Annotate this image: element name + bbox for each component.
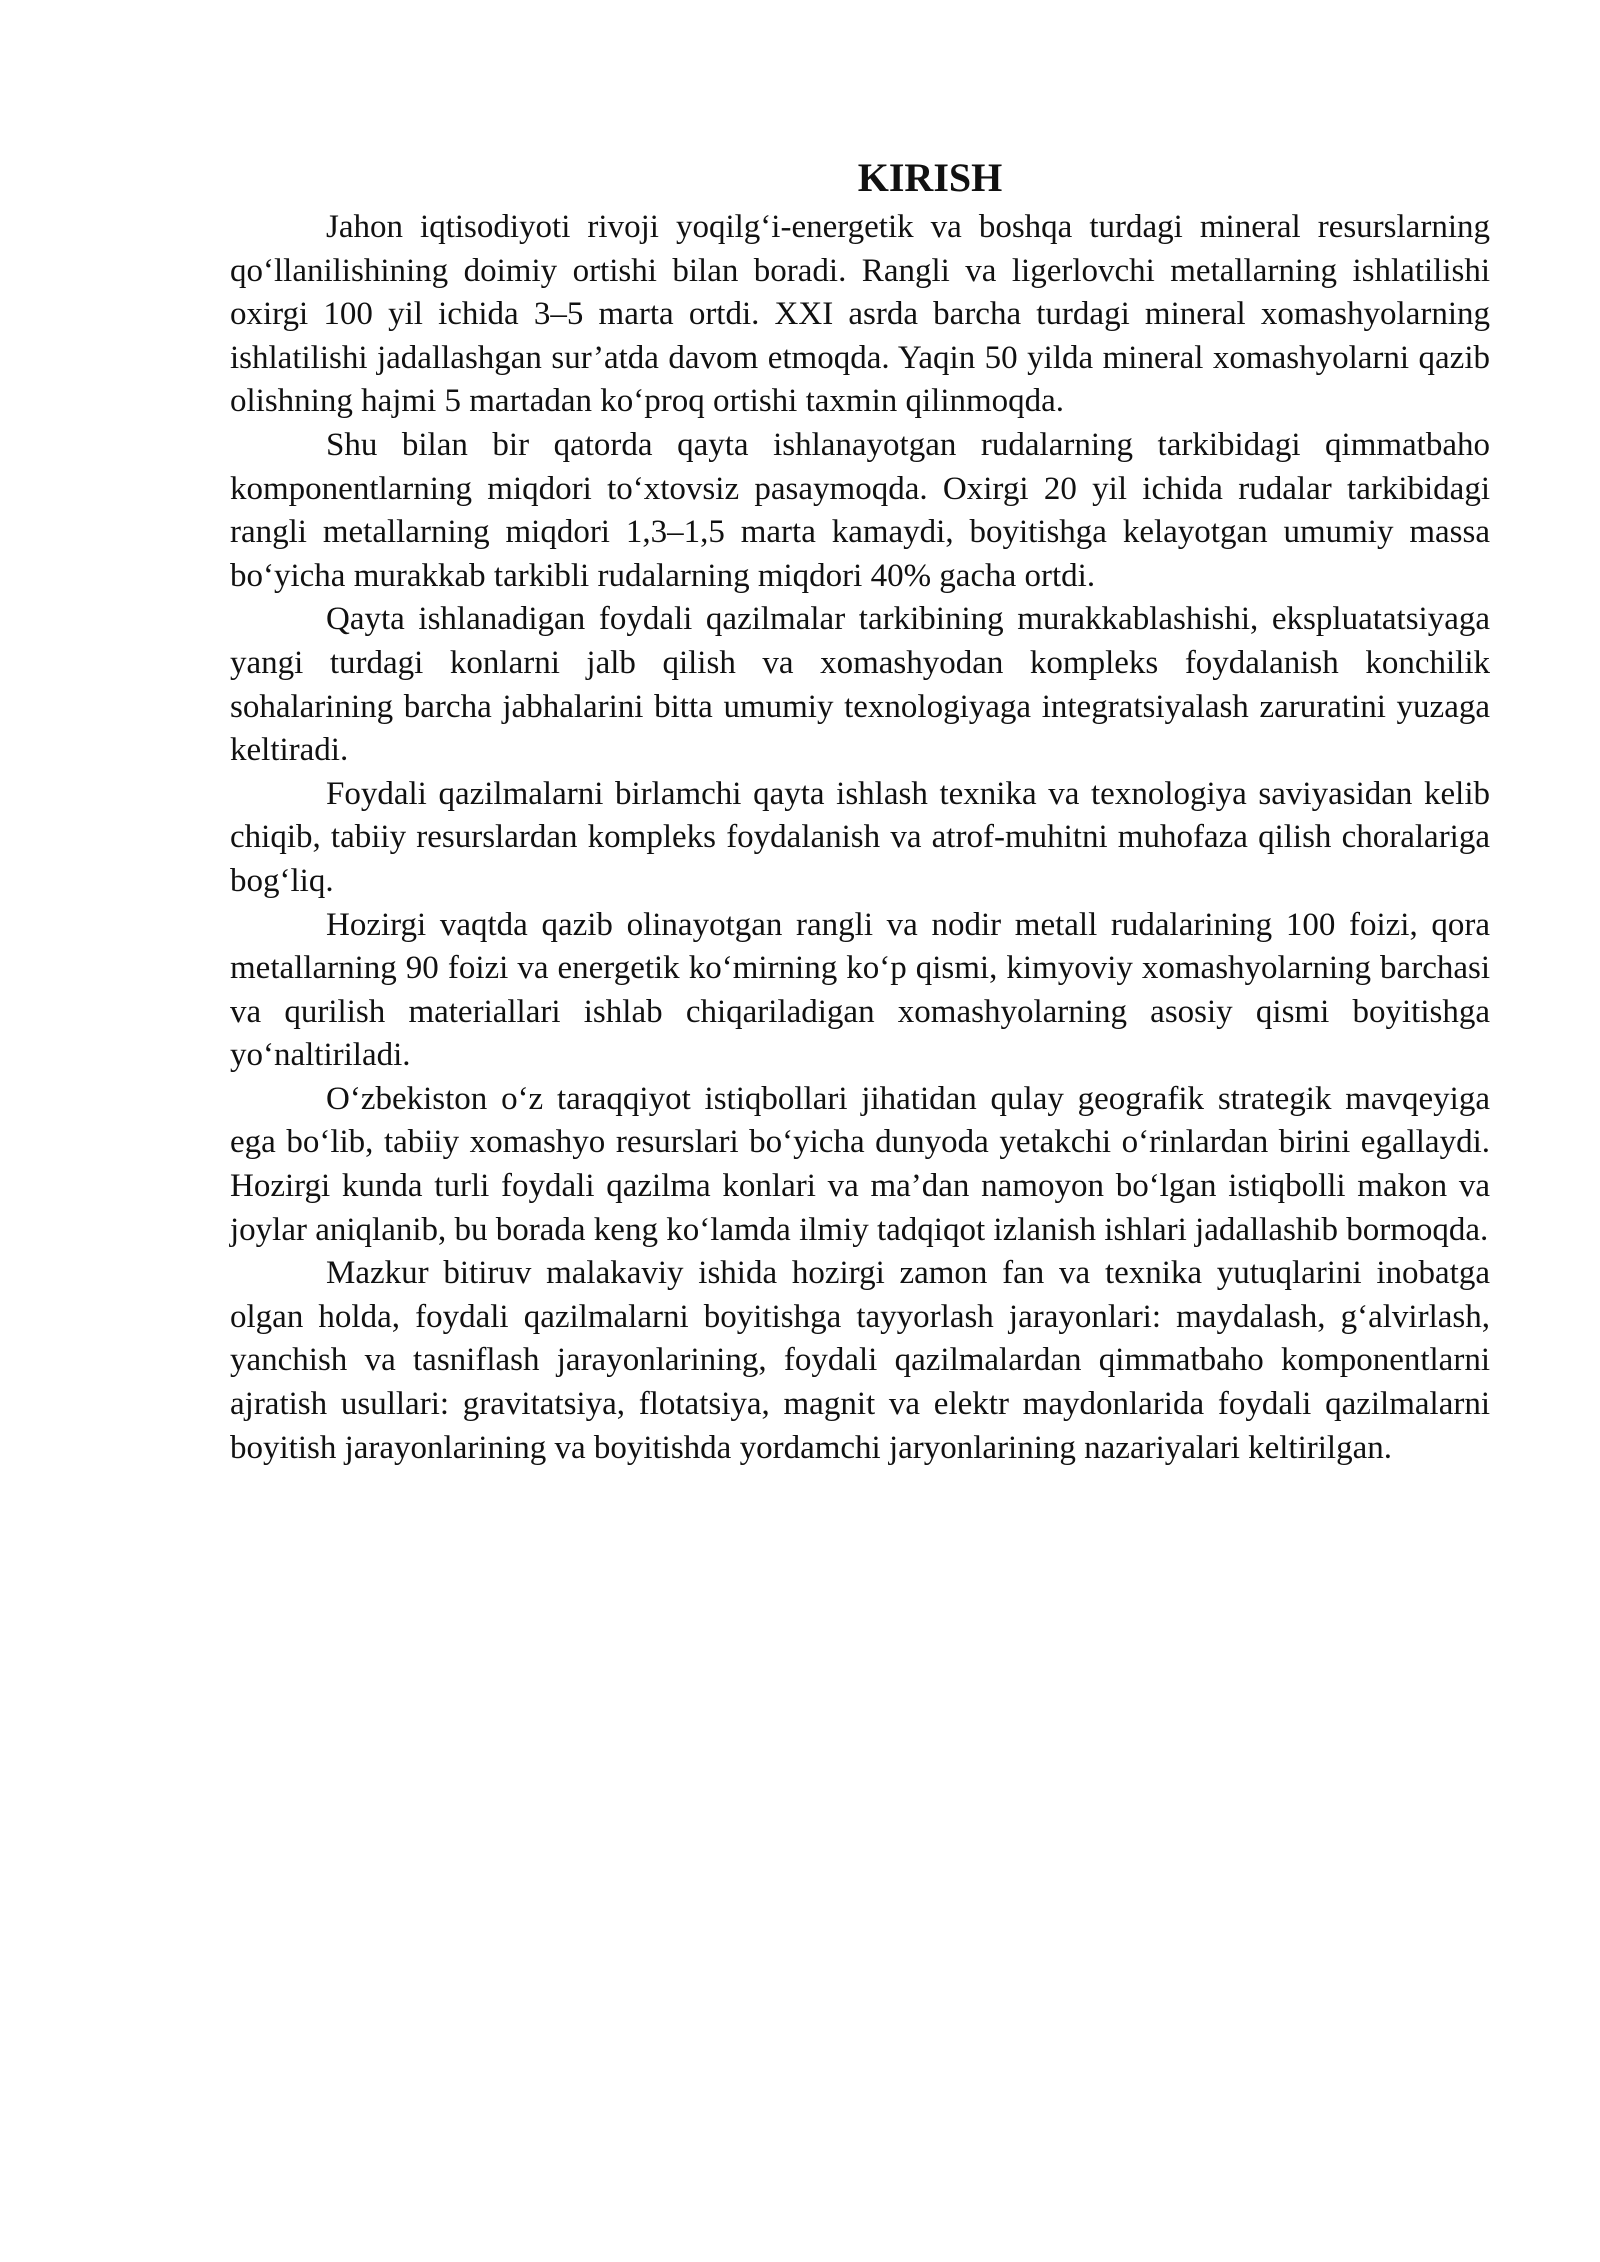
paragraph-1: Jahon iqtisodiyoti rivoji yoqilg‘i-energetik va boshqa turdagi mineral resurslarning qo‘llanilishining doimiy ortishi bilan boradi. Rangli va ligerlovchi metallarning ishlatilishi oxirgi 100 yil ichida 3–5 marta ortdi. XXI asrda barcha turdagi mineral xomashyolarning ishlatilishi jadallashgan sur’atda davom etmoqda. Yaqin 50 yilda mineral xomashyolarni qazib olishning hajmi 5 martadan ko‘proq ortishi taxmin qilinmoqda. [230,209,1490,420]
paragraph-4: Foydali qazilmalarni birlamchi qayta ishlash texnika va texnologiya saviyasidan kelib chiqib, tabiiy resurslardan kompleks foydalanish va atrof-muhitni muhofaza qilish choralariga bog‘liq. [230,775,1490,899]
paragraph-7: Mazkur bitiruv malakaviy ishida hozirgi zamon fan va texnika yutuqlarini inobatga olgan holda, foydali qazilmalarni boyitishga tayyorlash jarayonlari: maydalash, g‘alvirlash, yanchish va tasniflash jarayonlarining, foydali qazilmalardan qimmatbaho komponentlarni ajratish usullari: gravitatsiya, flotatsiya, magnit va elektr maydonlarida foydali qazilmalarni boyitish jarayonlarining va boyitishda yordamchi jaryonlarining nazariyalari keltirilgan. [230,1255,1490,1466]
document-body [230,150,1490,1470]
paragraph-6: O‘zbekiston o‘z taraqqiyot istiqbollari jihatidan qulay geografik strategik mavqeyiga ega bo‘lib, tabiiy xomashyo resurslari bo‘yicha dunyoda yetakchi o‘rinlardan birini egallaydi. Hozirgi kunda turli foydali qazilma konlari va ma’dan namoyon bo‘lgan istiqbolli makon va joylar aniqlanib, bu borada keng ko‘lamda ilmiy tadqiqot izlanish ishlari jadallashib bormoqda. [230,1080,1490,1248]
paragraph-2: Shu bilan bir qatorda qayta ishlanayotgan rudalarning tarkibidagi qimmatbaho komponentlarning miqdori to‘xtovsiz pasaymoqda. Oxirgi 20 yil ichida rudalar tarkibidagi rangli metallarning miqdori 1,3–1,5 marta kamaydi, boyitishga kelayotgan umumiy massa bo‘yicha murakkab tarkibli rudalarning miqdori 40% gacha ortdi. [230,426,1490,594]
page-title: KIRISH [857,155,1003,200]
paragraph-3: Qayta ishlanadigan foydali qazilmalar tarkibining murakkablashishi, ekspluatatsiyaga yangi turdagi konlarni jalb qilish va xomashyodan kompleks foydalanish konchilik sohalarining barcha jabhalarini bitta umumiy texnologiyaga integratsiyalash zaruratini yuzaga keltiradi. [230,601,1490,769]
paragraph-5: Hozirgi vaqtda qazib olinayotgan rangli va nodir metall rudalarining 100 foizi, qora metallarning 90 foizi va energetik ko‘mirning ko‘p qismi, kimyoviy xomashyolarning barchasi va qurilish materiallari ishlab chiqariladigan xomashyolarning asosiy qismi boyitishga yo‘naltiriladi. [230,906,1490,1074]
